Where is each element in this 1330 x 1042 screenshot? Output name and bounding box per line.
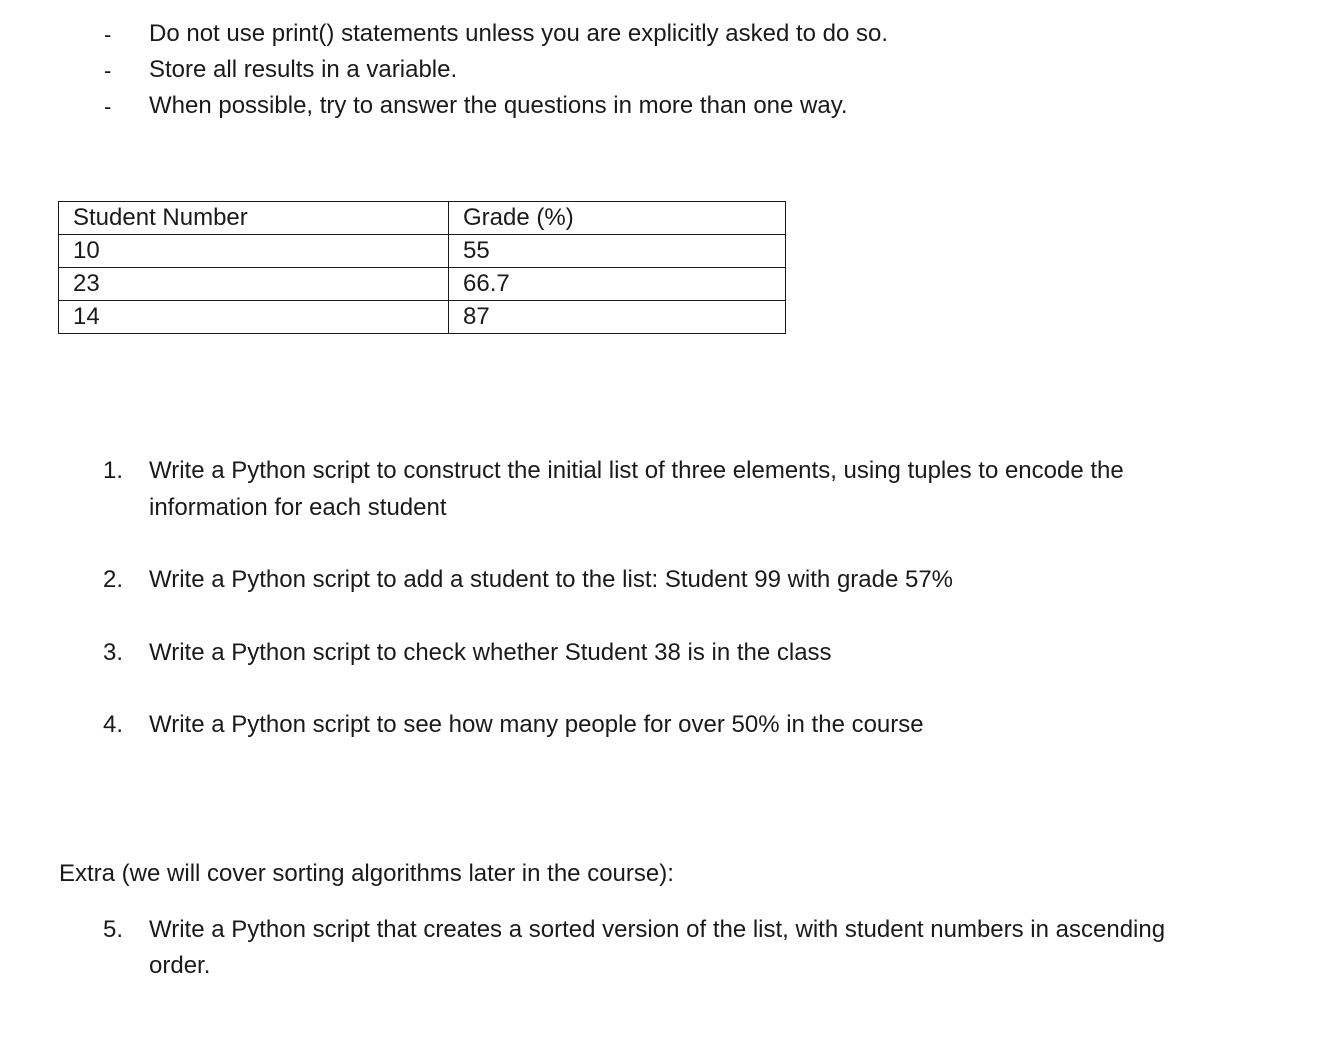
grades-table (58, 201, 786, 334)
table-cell: 23 (59, 268, 449, 301)
table-header-row (59, 202, 786, 235)
question-text: Write a Python script to check whether Student 38 is in the class (149, 639, 832, 666)
table-header-cell: Grade (%) (449, 202, 786, 235)
bullet-dash: - (104, 58, 112, 83)
question-text: Write a Python script to construct the initial list of three elements, using tuples to encode the (149, 457, 1124, 484)
table-cell: 55 (449, 235, 786, 268)
table-row (59, 301, 786, 334)
table-row (59, 268, 786, 301)
question-text: Write a Python script that creates a sorted version of the list, with student numbers in ascending (149, 916, 1166, 943)
question-text: Write a Python script to see how many people for over 50% in the course (149, 711, 924, 738)
question-text-continued: order. (149, 952, 211, 979)
table-row (59, 235, 786, 268)
question-text-continued: information for each student (149, 494, 447, 521)
question-number: 4. (103, 711, 124, 738)
bullet-item: Store all results in a variable. (149, 56, 458, 83)
table-cell: 66.7 (449, 268, 786, 301)
table-cell: 10 (59, 235, 449, 268)
bullet-dash: - (104, 22, 112, 47)
bullet-item: Do not use print() statements unless you are explicitly asked to do so. (149, 20, 889, 47)
bullet-dash: - (104, 94, 112, 119)
table-header-cell: Student Number (59, 202, 449, 235)
question-text: Write a Python script to add a student to the list: Student 99 with grade 57% (149, 566, 954, 593)
extra-heading: Extra (we will cover sorting algorithms later in the course): (59, 860, 674, 887)
question-number: 3. (103, 639, 124, 666)
question-number: 1. (103, 457, 124, 484)
table-cell: 87 (449, 301, 786, 334)
question-number: 5. (103, 916, 124, 943)
bullet-item: When possible, try to answer the questions in more than one way. (149, 92, 848, 119)
table-cell: 14 (59, 301, 449, 334)
question-number: 2. (103, 566, 124, 593)
